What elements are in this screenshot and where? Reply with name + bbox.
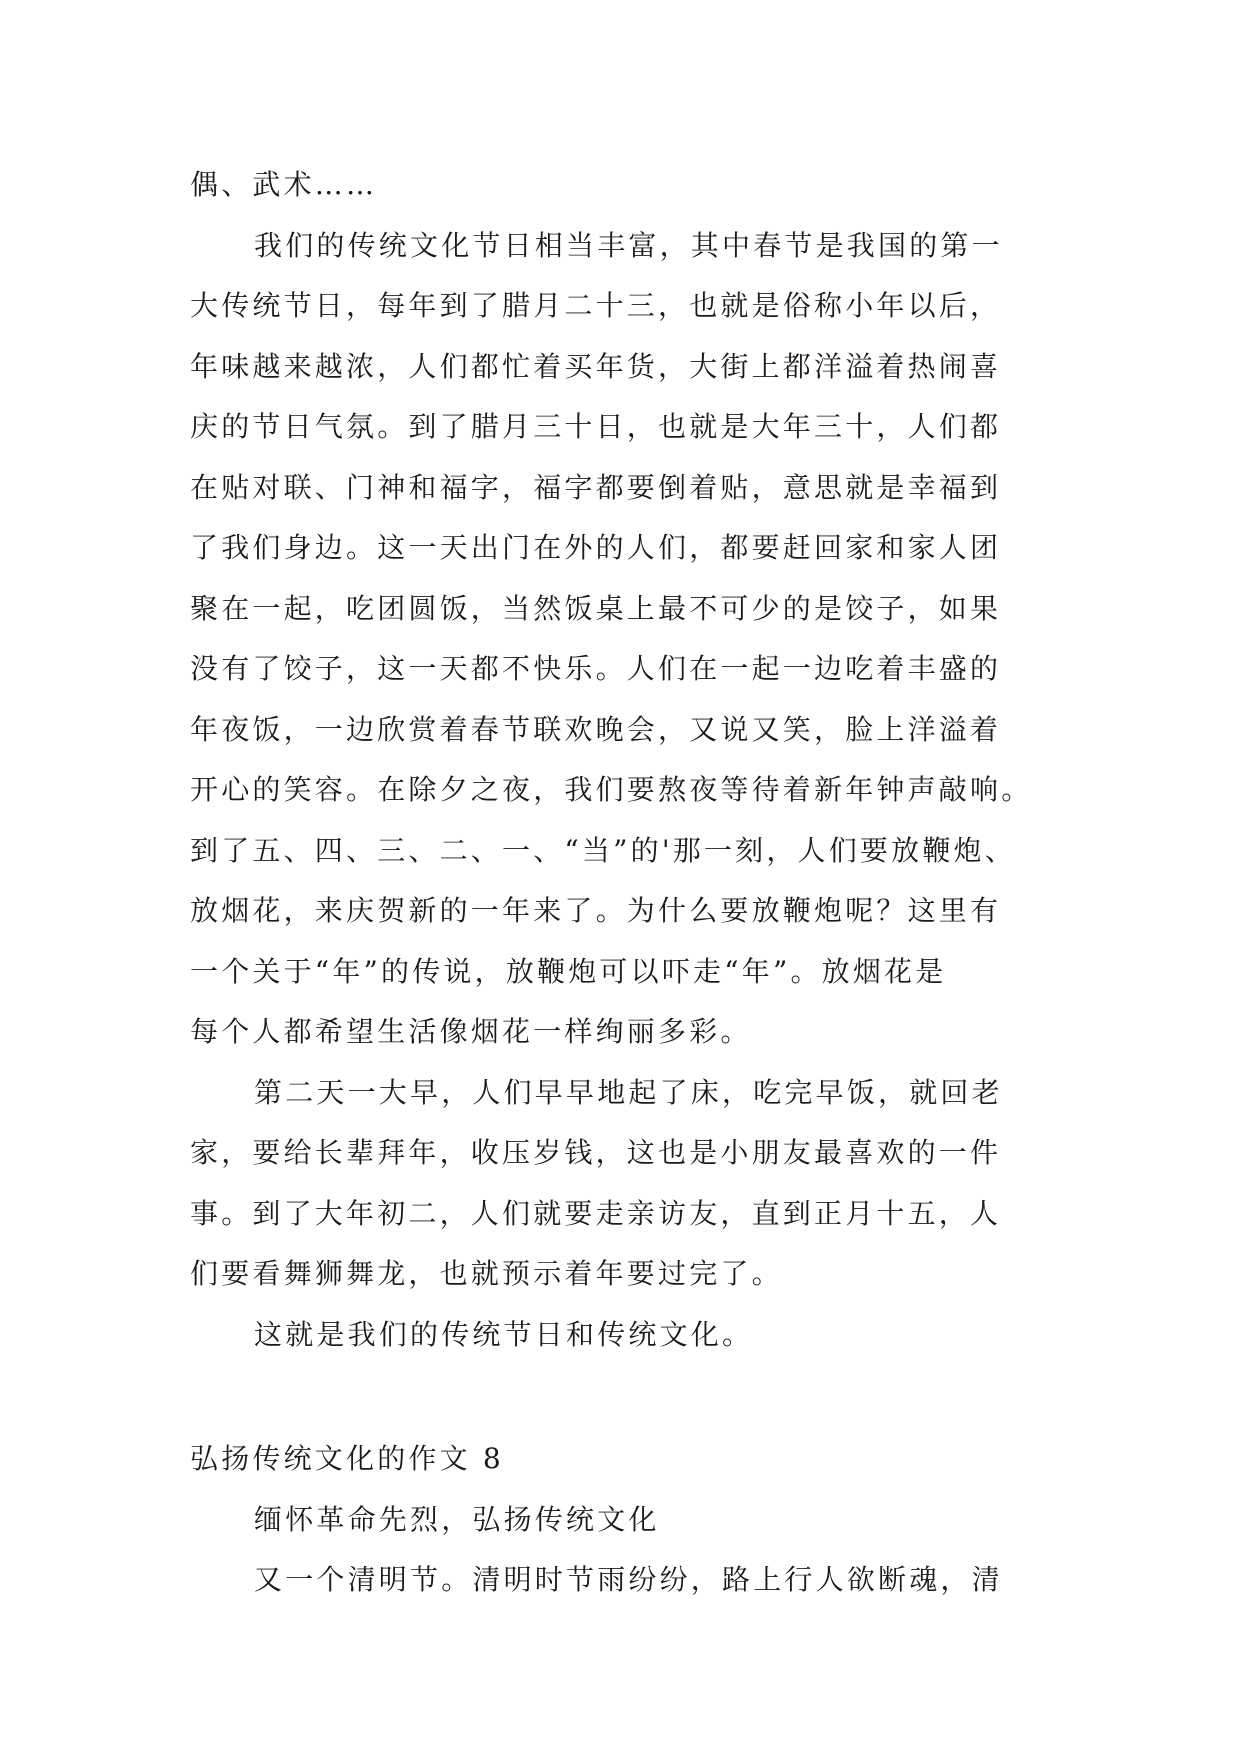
- section-spacer: [190, 1365, 1058, 1429]
- text-line: 了我们身边。这一天出门在外的人们，都要赶回家和家人团: [190, 531, 1002, 564]
- text-line: 聚在一起，吃团圆饭，当然饭桌上最不可少的是饺子，如果: [190, 591, 1002, 625]
- document-body: [190, 155, 1058, 1611]
- text-line: 放烟花，来庆贺新的一年来了。为什么要放鞭炮呢？这里有: [190, 894, 1002, 927]
- text-line: 事。到了大年初二，人们就要走亲访友，直到正月十五，人: [190, 1196, 1002, 1230]
- text-line: 家，要给长辈拜年，收压岁钱，这也是小朋友最喜欢的一件: [190, 1136, 1002, 1169]
- paragraph-start-line: 这就是我们的传统节日和传统文化。: [254, 1317, 754, 1351]
- text-line: 大传统节日，每年到了腊月二十三，也就是俗称小年以后，: [190, 289, 1002, 322]
- text-line: 一个关于“年”的传说，放鞭炮可以吓走“年”。放烟花是: [190, 954, 947, 988]
- paragraph-start-line: 第二天一大早，人们早早地起了床，吃完早饭，就回老: [254, 1075, 1003, 1109]
- text-line: 没有了饺子，这一天都不快乐。人们在一起一边吃着丰盛的: [190, 652, 1002, 685]
- text-line: 年味越来越浓，人们都忙着买年货，大街上都洋溢着热闹喜: [190, 349, 1002, 383]
- text-line: 在贴对联、门神和福字，福字都要倒着贴，意思就是幸福到: [190, 470, 1002, 504]
- essay-subtitle: 缅怀革命先烈，弘扬传统文化: [254, 1502, 660, 1536]
- text-line: 庆的节日气氛。到了腊月三十日，也就是大年三十，人们都: [190, 410, 1002, 443]
- text-line: 到了五、四、三、二、一、“当”的'那一刻，人们要放鞭炮、: [190, 833, 1016, 867]
- text-line: 每个人都希望生活像烟花一样绚丽多彩。: [190, 1015, 752, 1048]
- paragraph-start-line: 又一个清明节。清明时节雨纷纷，路上行人欲断魂，清: [254, 1563, 1003, 1596]
- text-line: 年夜饭，一边欣赏着春节联欢晚会，又说又笑，脸上洋溢着: [190, 712, 1002, 746]
- text-line: 偶、武术……: [190, 168, 378, 201]
- section-heading: 弘扬传统文化的作文 8: [190, 1442, 504, 1475]
- text-line: 们要看舞狮舞龙，也就预示着年要过完了。: [190, 1257, 783, 1290]
- paragraph-start-line: 我们的传统文化节日相当丰富，其中春节是我国的第一: [254, 228, 1003, 262]
- text-line: 开心的笑容。在除夕之夜，我们要熬夜等待着新年钟声敲响。: [190, 773, 1033, 806]
